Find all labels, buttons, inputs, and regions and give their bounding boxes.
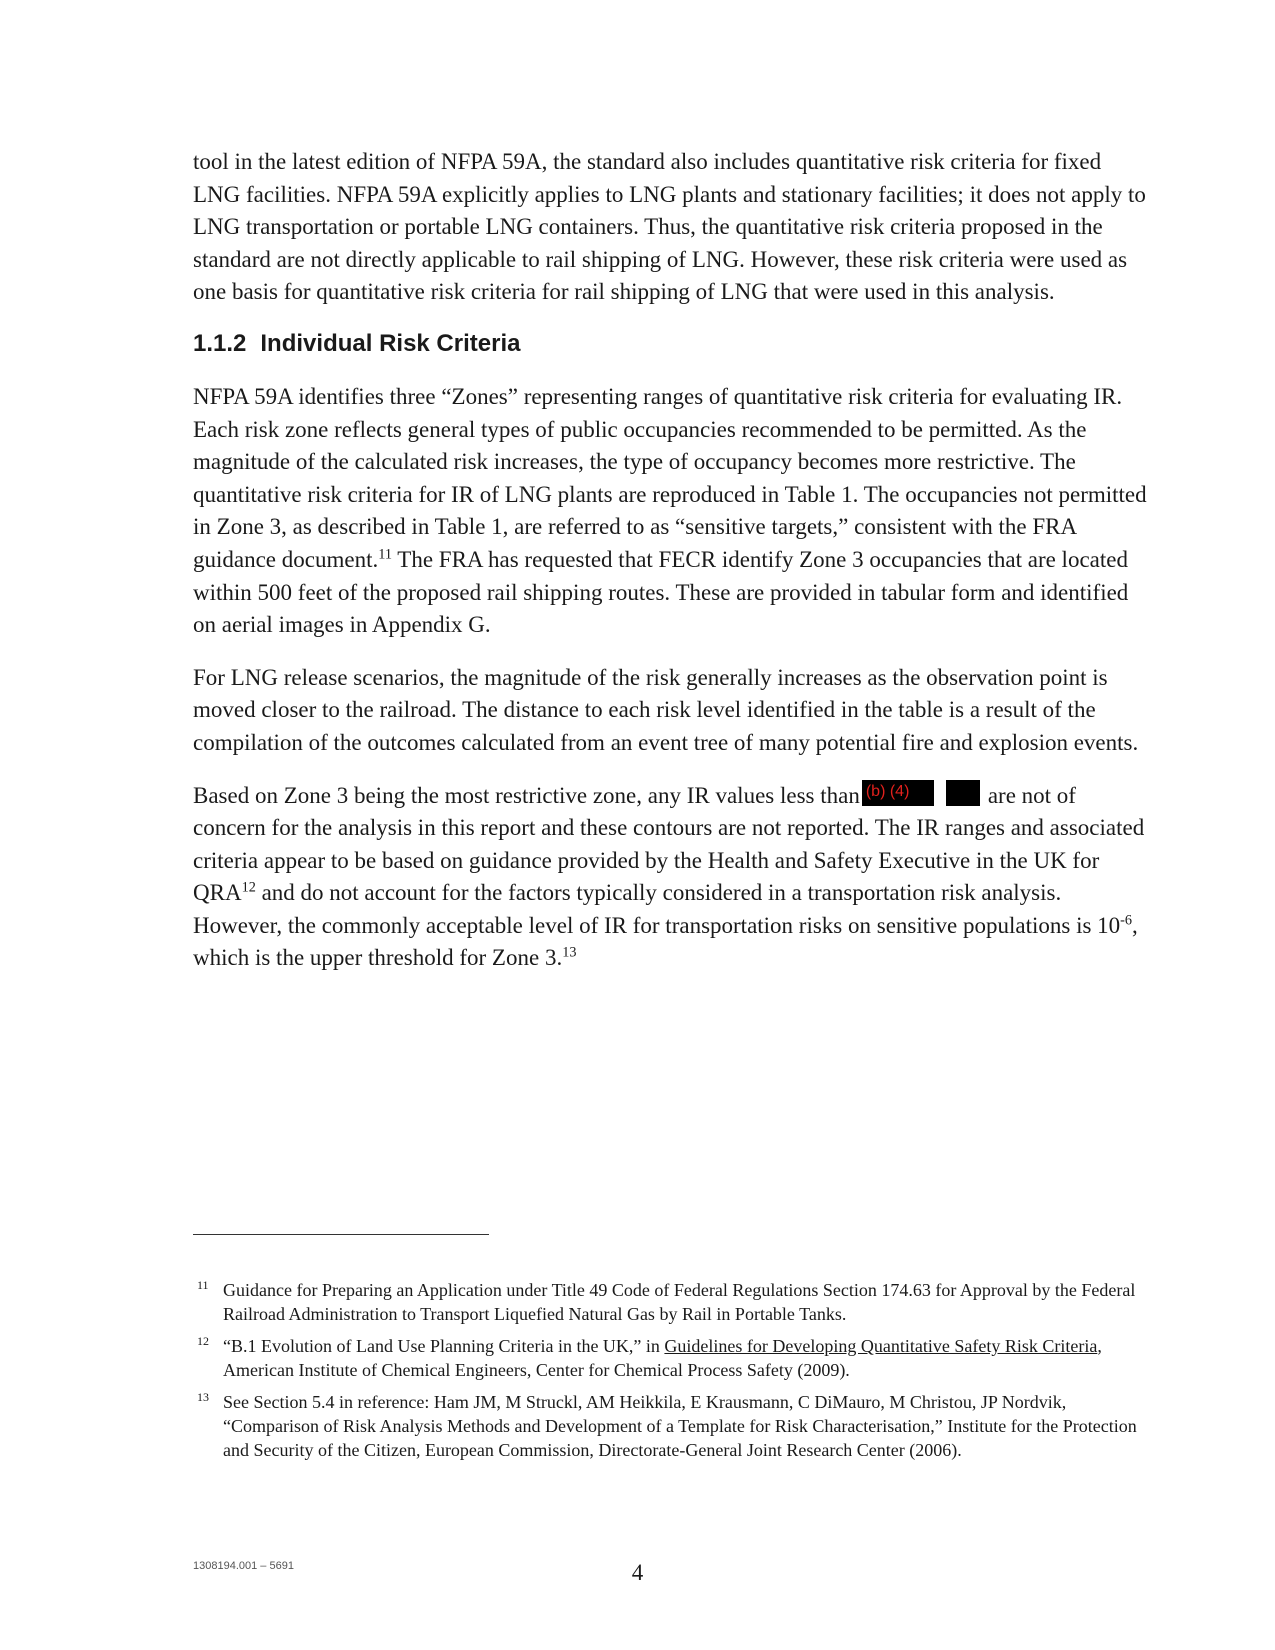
redaction-box [862,780,934,806]
footnote-11 [193,1278,1153,1326]
document-body [193,146,1153,995]
footnote-text-after: , American Institute of Chemical Engineers, Center for Chemical Process Safety (2009). [223,1336,1102,1380]
footnote-ref-13[interactable]: 13 [562,944,577,961]
section-heading [193,329,1153,359]
document-id: 1308194.001 – 5691 [193,1560,294,1572]
footnote-12 [193,1334,1153,1382]
footnote-13 [193,1390,1153,1462]
zone3-text-1: Based on Zone 3 being the most restrictive zone, any IR values less than [193,782,860,808]
zones-text-1: NFPA 59A identifies three “Zones” representing ranges of quantitative risk criteria for evaluating IR. Each risk zone reflects general types of public occupancies recommended to be permitted. As the magnitude of the calculated risk increases, the type of occupancy becomes more restrictive. The quantitative risk criteria for IR of LNG plants are reproduced in Table 1. The occupancies not permitted in Zone 3, as described in Table 1, are referred to as “sensitive targets,” consistent with the FRA guidance document. [193,383,1147,572]
section-number: 1.1.2 [193,329,247,357]
exponent: -6 [1120,912,1133,929]
zone3-text-3: and do not account for the factors typically considered in a transportation risk analysis. However, the commonly acceptable level of IR for transportation risks on sensitive populations is 10 [193,880,1121,938]
footnote-ref-12[interactable]: 12 [241,879,256,896]
redaction-box-small [946,780,980,806]
footnote-separator [193,1234,489,1235]
zone3-text-2: are not of concern for the analysis in this report and these contours are not reported. The IR ranges and associated criteria appear to be based on guidance provided by the Health and Safety Executive in the UK for QRA [193,782,1145,906]
release-paragraph: For LNG release scenarios, the magnitude of the risk generally increases as the observation point is moved closer to the railroad. The distance to each risk level identified in the table is a result of the compilation of the outcomes calculated from an event tree of many potential fire and explosion events. [193,664,1139,755]
zones-text-2: The FRA has requested that FECR identify Zone 3 occupancies that are located within 500 feet of the proposed rail shipping routes. These are provided in tabular form and identified on aerial images in Appendix G. [193,546,1129,638]
footnote-ref-11[interactable]: 11 [378,546,392,563]
footnote-number: 12 [197,1334,209,1348]
zone3-paragraph [193,780,1153,976]
zone3-text-4: , which is the upper threshold for Zone 3. [193,912,1138,971]
footnotes [193,1278,1153,1470]
page-number: 4 [631,1560,644,1585]
section-title: Individual Risk Criteria [260,329,521,357]
footnote-text-before: “B.1 Evolution of Land Use Planning Criteria in the UK,” in [223,1336,665,1356]
redaction-label: (b) (4) [865,782,910,800]
footnote-number: 13 [197,1390,209,1404]
zones-paragraph [193,381,1153,642]
intro-paragraph: tool in the latest edition of NFPA 59A, the standard also includes quantitative risk criteria for fixed LNG facilities. NFPA 59A explicitly applies to LNG plants and stationary facilities; it does not apply to LNG transportation or portable LNG containers. Thus, the quantitative risk criteria proposed in the standard are not directly applicable to rail shipping of LNG. However, these risk criteria were used as one basis for quantitative risk criteria for rail shipping of LNG that were used in this analysis. [193,149,1146,305]
footnote-text: See Section 5.4 in reference: Ham JM, M Struckl, AM Heikkila, E Krausmann, C DiMauro, M Christou, JP Nordvik, “Comparison of Risk Analysis Methods and Development of a Template for Risk Characterisation,” Institute for the Protection and Security of the Citizen, European Commission, Directorate-General Joint Research Center (2006). [223,1392,1137,1460]
cited-title-link[interactable]: Guidelines for Developing Quantitative Safety Risk Criteria [664,1336,1098,1356]
footnote-number: 11 [197,1278,209,1292]
footnote-text: Guidance for Preparing an Application under Title 49 Code of Federal Regulations Section 174.63 for Approval by the Federal Railroad Administration to Transport Liquefied Natural Gas by Rail in Portable Tanks. [223,1280,1136,1324]
